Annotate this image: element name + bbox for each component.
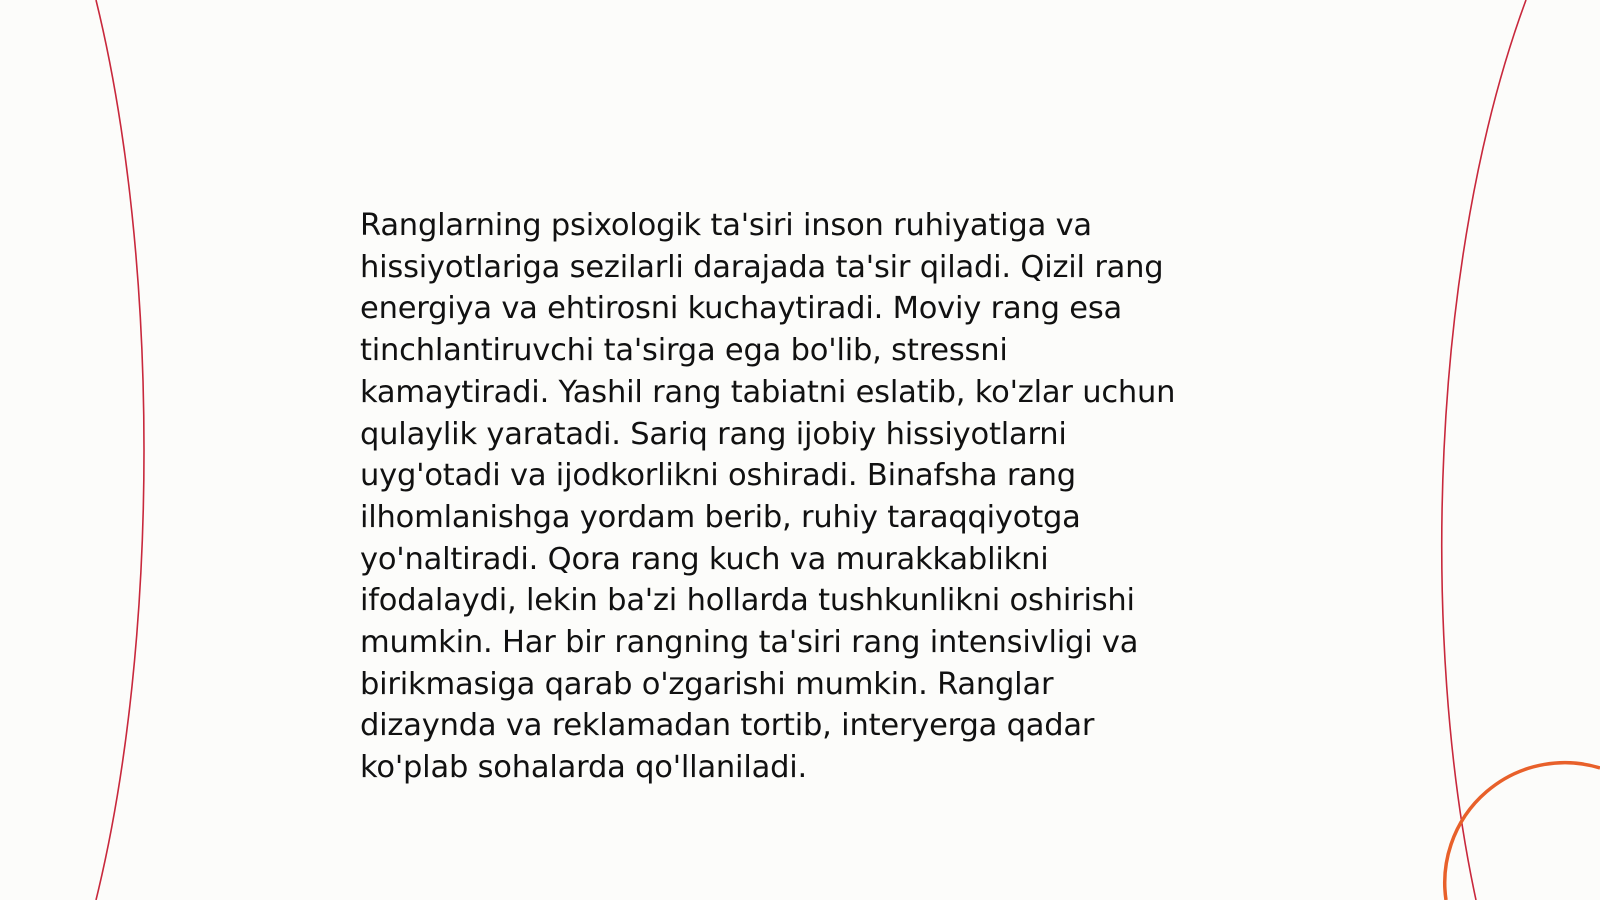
body-line: ilhomlanishga yordam berib, ruhiy taraqqiyotga xyxy=(360,499,1081,535)
body-line: Ranglarning psixologik ta'siri inson ruhiyatiga va xyxy=(360,208,1092,243)
body-paragraph xyxy=(360,205,1260,789)
body-line: tinchlantiruvchi ta'sirga ega bo'lib, stressni xyxy=(360,333,1008,369)
body-line: dizaynda va reklamadan tortib, interyerga qadar xyxy=(360,708,1095,744)
orange-circle-arc xyxy=(1445,763,1600,900)
body-line: birikmasiga qarab o'zgarishi mumkin. Ranglar xyxy=(360,666,1054,702)
left-arc-curve xyxy=(96,0,144,900)
right-arc-curve xyxy=(1442,0,1526,900)
body-line: qulaylik yaratadi. Sariq rang ijobiy hissiyotlarni xyxy=(360,416,1067,452)
body-line: ifodalaydi, lekin ba'zi hollarda tushkunlikni oshirishi xyxy=(360,583,1135,619)
body-line: yo'naltiradi. Qora rang kuch va murakkablikni xyxy=(360,541,1049,577)
body-line: energiya va ehtirosni kuchaytiradi. Moviy rang esa xyxy=(360,291,1123,327)
body-line: kamaytiradi. Yashil rang tabiatni eslatib, ko'zlar uchun xyxy=(360,374,1176,410)
body-line: mumkin. Har bir rangning ta'siri rang intensivligi va xyxy=(360,625,1139,661)
body-line: uyg'otadi va ijodkorlikni oshiradi. Binafsha rang xyxy=(360,458,1076,494)
body-line: hissiyotlariga sezilarli darajada ta'sir qiladi. Qizil rang xyxy=(360,249,1164,285)
body-line: ko'plab sohalarda qo'llaniladi. xyxy=(360,750,808,786)
